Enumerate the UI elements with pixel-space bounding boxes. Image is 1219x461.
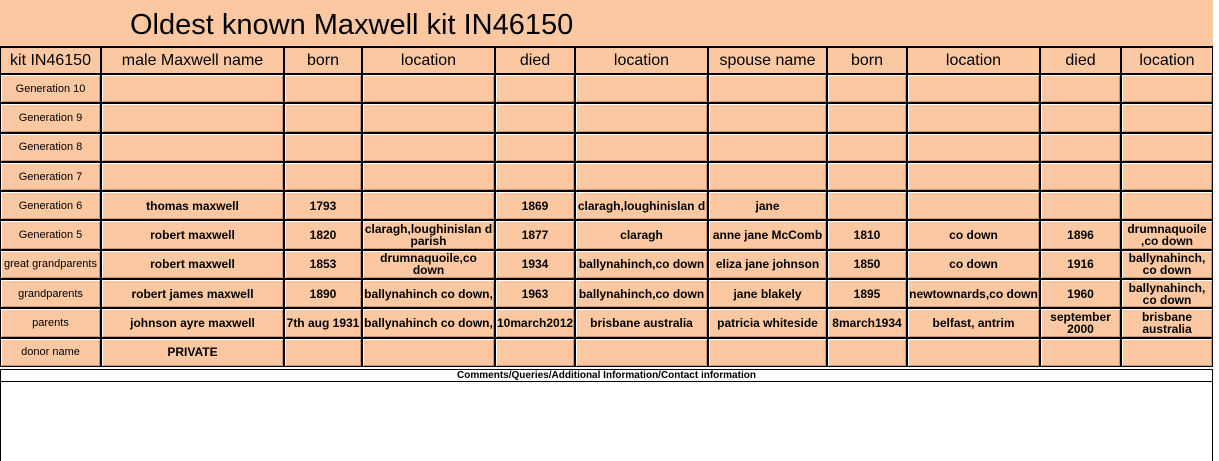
spouse-died-location-cell[interactable]: ballynahinch, co down [1121, 279, 1213, 308]
header-spouse-name[interactable]: spouse name [708, 47, 827, 74]
table-row [0, 308, 1213, 337]
header-died[interactable]: died [495, 47, 575, 74]
born-cell[interactable]: 7th aug 1931 [284, 308, 362, 337]
born-location-cell[interactable] [362, 74, 495, 103]
right-margin [1213, 0, 1219, 461]
born-location-cell[interactable]: claragh,loughinislan d parish [362, 220, 495, 249]
spouse-died-cell[interactable] [1040, 162, 1121, 191]
born-cell[interactable] [284, 133, 362, 162]
table-row [0, 279, 1213, 308]
spouse-born-cell[interactable]: 1895 [827, 279, 907, 308]
died-location-cell[interactable]: ballynahinch,co down [575, 279, 708, 308]
spouse-died-location-cell[interactable] [1121, 162, 1213, 191]
spouse-born-location-cell[interactable] [907, 133, 1040, 162]
spouse-born-cell[interactable]: 1810 [827, 220, 907, 249]
spouse-born-location-cell[interactable]: co down [907, 250, 1040, 279]
spouse-died-location-cell[interactable] [1121, 103, 1213, 132]
generation-label[interactable]: Generation 7 [0, 162, 101, 191]
table-row [0, 220, 1213, 249]
title-bar [0, 0, 1213, 47]
spouse-name-cell[interactable]: eliza jane johnson [708, 250, 827, 279]
spouse-died-cell[interactable] [1040, 74, 1121, 103]
page-title: Oldest known Maxwell kit IN46150 [130, 9, 574, 41]
spouse-died-location-cell[interactable] [1121, 338, 1213, 367]
died-location-cell[interactable] [575, 338, 708, 367]
table-row [0, 103, 1213, 132]
died-cell[interactable]: 1934 [495, 250, 575, 279]
generation-label[interactable]: great grandparents [0, 250, 101, 279]
header-spouse-born[interactable]: born [827, 47, 907, 74]
spouse-born-cell[interactable]: 1850 [827, 250, 907, 279]
spouse-name-cell[interactable]: jane blakely [708, 279, 827, 308]
died-cell[interactable]: 1963 [495, 279, 575, 308]
spouse-born-cell[interactable] [827, 162, 907, 191]
generation-label[interactable]: Generation 6 [0, 191, 101, 220]
born-location-cell[interactable] [362, 103, 495, 132]
header-born[interactable]: born [284, 47, 362, 74]
born-cell[interactable] [284, 74, 362, 103]
spouse-died-location-cell[interactable]: drumnaquoile ,co down [1121, 220, 1213, 249]
spouse-name-cell[interactable] [708, 133, 827, 162]
spouse-born-cell[interactable] [827, 338, 907, 367]
born-location-cell[interactable]: ballynahinch co down, [362, 279, 495, 308]
born-location-cell[interactable] [362, 133, 495, 162]
male-name-cell[interactable]: thomas maxwell [101, 191, 284, 220]
died-location-cell[interactable]: claragh [575, 220, 708, 249]
born-location-cell[interactable]: ballynahinch co down, [362, 308, 495, 337]
born-cell[interactable] [284, 338, 362, 367]
comments-area[interactable] [0, 382, 1213, 461]
spouse-born-location-cell[interactable]: co down [907, 220, 1040, 249]
died-cell[interactable] [495, 162, 575, 191]
died-location-cell[interactable] [575, 103, 708, 132]
spouse-born-location-cell[interactable]: newtownards,co down [907, 279, 1040, 308]
spouse-died-cell[interactable]: 1960 [1040, 279, 1121, 308]
male-name-cell[interactable]: PRIVATE [101, 338, 284, 367]
table-row [0, 250, 1213, 279]
male-name-cell[interactable] [101, 133, 284, 162]
table-row [0, 133, 1213, 162]
header-died-location[interactable]: location [575, 47, 708, 74]
spouse-born-location-cell[interactable] [907, 338, 1040, 367]
died-cell[interactable] [495, 133, 575, 162]
spouse-born-location-cell[interactable] [907, 74, 1040, 103]
table-row [0, 338, 1213, 367]
died-cell[interactable]: 1877 [495, 220, 575, 249]
spouse-born-location-cell[interactable]: belfast, antrim [907, 308, 1040, 337]
born-cell[interactable]: 1853 [284, 250, 362, 279]
born-cell[interactable] [284, 162, 362, 191]
spouse-died-location-cell[interactable] [1121, 74, 1213, 103]
comments-label: Comments/Queries/Additional Information/Contact information [0, 369, 1213, 382]
spouse-died-cell[interactable] [1040, 103, 1121, 132]
spouse-name-cell[interactable] [708, 74, 827, 103]
spouse-born-cell[interactable] [827, 74, 907, 103]
header-kit[interactable]: kit IN46150 [0, 47, 101, 74]
died-cell[interactable] [495, 103, 575, 132]
died-location-cell[interactable] [575, 74, 708, 103]
died-cell[interactable] [495, 74, 575, 103]
died-location-cell[interactable]: ballynahinch,co down [575, 250, 708, 279]
generation-label[interactable]: donor name [0, 338, 101, 367]
header-born-location[interactable]: location [362, 47, 495, 74]
spouse-born-cell[interactable] [827, 103, 907, 132]
spouse-name-cell[interactable] [708, 338, 827, 367]
spouse-born-cell[interactable] [827, 133, 907, 162]
table-row [0, 191, 1213, 220]
spouse-born-location-cell[interactable] [907, 191, 1040, 220]
spouse-born-location-cell[interactable] [907, 162, 1040, 191]
header-spouse-died-location[interactable]: location [1121, 47, 1213, 74]
born-cell[interactable]: 1890 [284, 279, 362, 308]
male-name-cell[interactable]: robert james maxwell [101, 279, 284, 308]
generation-label[interactable]: Generation 9 [0, 103, 101, 132]
died-cell[interactable]: 10march2012 [495, 308, 575, 337]
died-location-cell[interactable] [575, 162, 708, 191]
table-row [0, 74, 1213, 103]
generation-label[interactable]: Generation 10 [0, 74, 101, 103]
born-cell[interactable] [284, 103, 362, 132]
male-name-cell[interactable]: robert maxwell [101, 250, 284, 279]
spouse-died-cell[interactable] [1040, 133, 1121, 162]
male-name-cell[interactable] [101, 74, 284, 103]
died-location-cell[interactable]: claragh,loughinislan d [575, 191, 708, 220]
born-location-cell[interactable] [362, 162, 495, 191]
spouse-died-cell[interactable]: september 2000 [1040, 308, 1121, 337]
spouse-died-cell[interactable] [1040, 191, 1121, 220]
spouse-died-cell[interactable] [1040, 338, 1121, 367]
male-name-cell[interactable]: johnson ayre maxwell [101, 308, 284, 337]
generation-label[interactable]: Generation 8 [0, 133, 101, 162]
male-name-cell[interactable] [101, 162, 284, 191]
born-location-cell[interactable] [362, 191, 495, 220]
spouse-name-cell[interactable] [708, 103, 827, 132]
header-spouse-died[interactable]: died [1040, 47, 1121, 74]
spouse-name-cell[interactable]: patricia whiteside [708, 308, 827, 337]
spouse-name-cell[interactable] [708, 162, 827, 191]
born-cell[interactable]: 1820 [284, 220, 362, 249]
generation-label[interactable]: parents [0, 308, 101, 337]
died-cell[interactable] [495, 338, 575, 367]
spouse-died-location-cell[interactable]: brisbane australia [1121, 308, 1213, 337]
born-cell[interactable]: 1793 [284, 191, 362, 220]
spouse-died-cell[interactable]: 1896 [1040, 220, 1121, 249]
spouse-born-location-cell[interactable] [907, 103, 1040, 132]
male-name-cell[interactable] [101, 103, 284, 132]
died-location-cell[interactable]: brisbane australia [575, 308, 708, 337]
spouse-born-cell[interactable] [827, 191, 907, 220]
header-row [0, 47, 1213, 74]
male-name-cell[interactable]: robert maxwell [101, 220, 284, 249]
generation-label[interactable]: Generation 5 [0, 220, 101, 249]
born-location-cell[interactable]: drumnaquoile,co down [362, 250, 495, 279]
spouse-died-location-cell[interactable] [1121, 133, 1213, 162]
died-cell[interactable]: 1869 [495, 191, 575, 220]
spouse-died-cell[interactable]: 1916 [1040, 250, 1121, 279]
spouse-name-cell[interactable]: anne jane McComb [708, 220, 827, 249]
spouse-died-location-cell[interactable] [1121, 191, 1213, 220]
spouse-name-cell[interactable]: jane [708, 191, 827, 220]
spouse-died-location-cell[interactable]: ballynahinch, co down [1121, 250, 1213, 279]
generation-label[interactable]: grandparents [0, 279, 101, 308]
header-male-name[interactable]: male Maxwell name [101, 47, 284, 74]
born-location-cell[interactable] [362, 338, 495, 367]
genealogy-table [0, 47, 1213, 367]
died-location-cell[interactable] [575, 133, 708, 162]
header-spouse-born-location[interactable]: location [907, 47, 1040, 74]
spouse-born-cell[interactable]: 8march1934 [827, 308, 907, 337]
table-row [0, 162, 1213, 191]
